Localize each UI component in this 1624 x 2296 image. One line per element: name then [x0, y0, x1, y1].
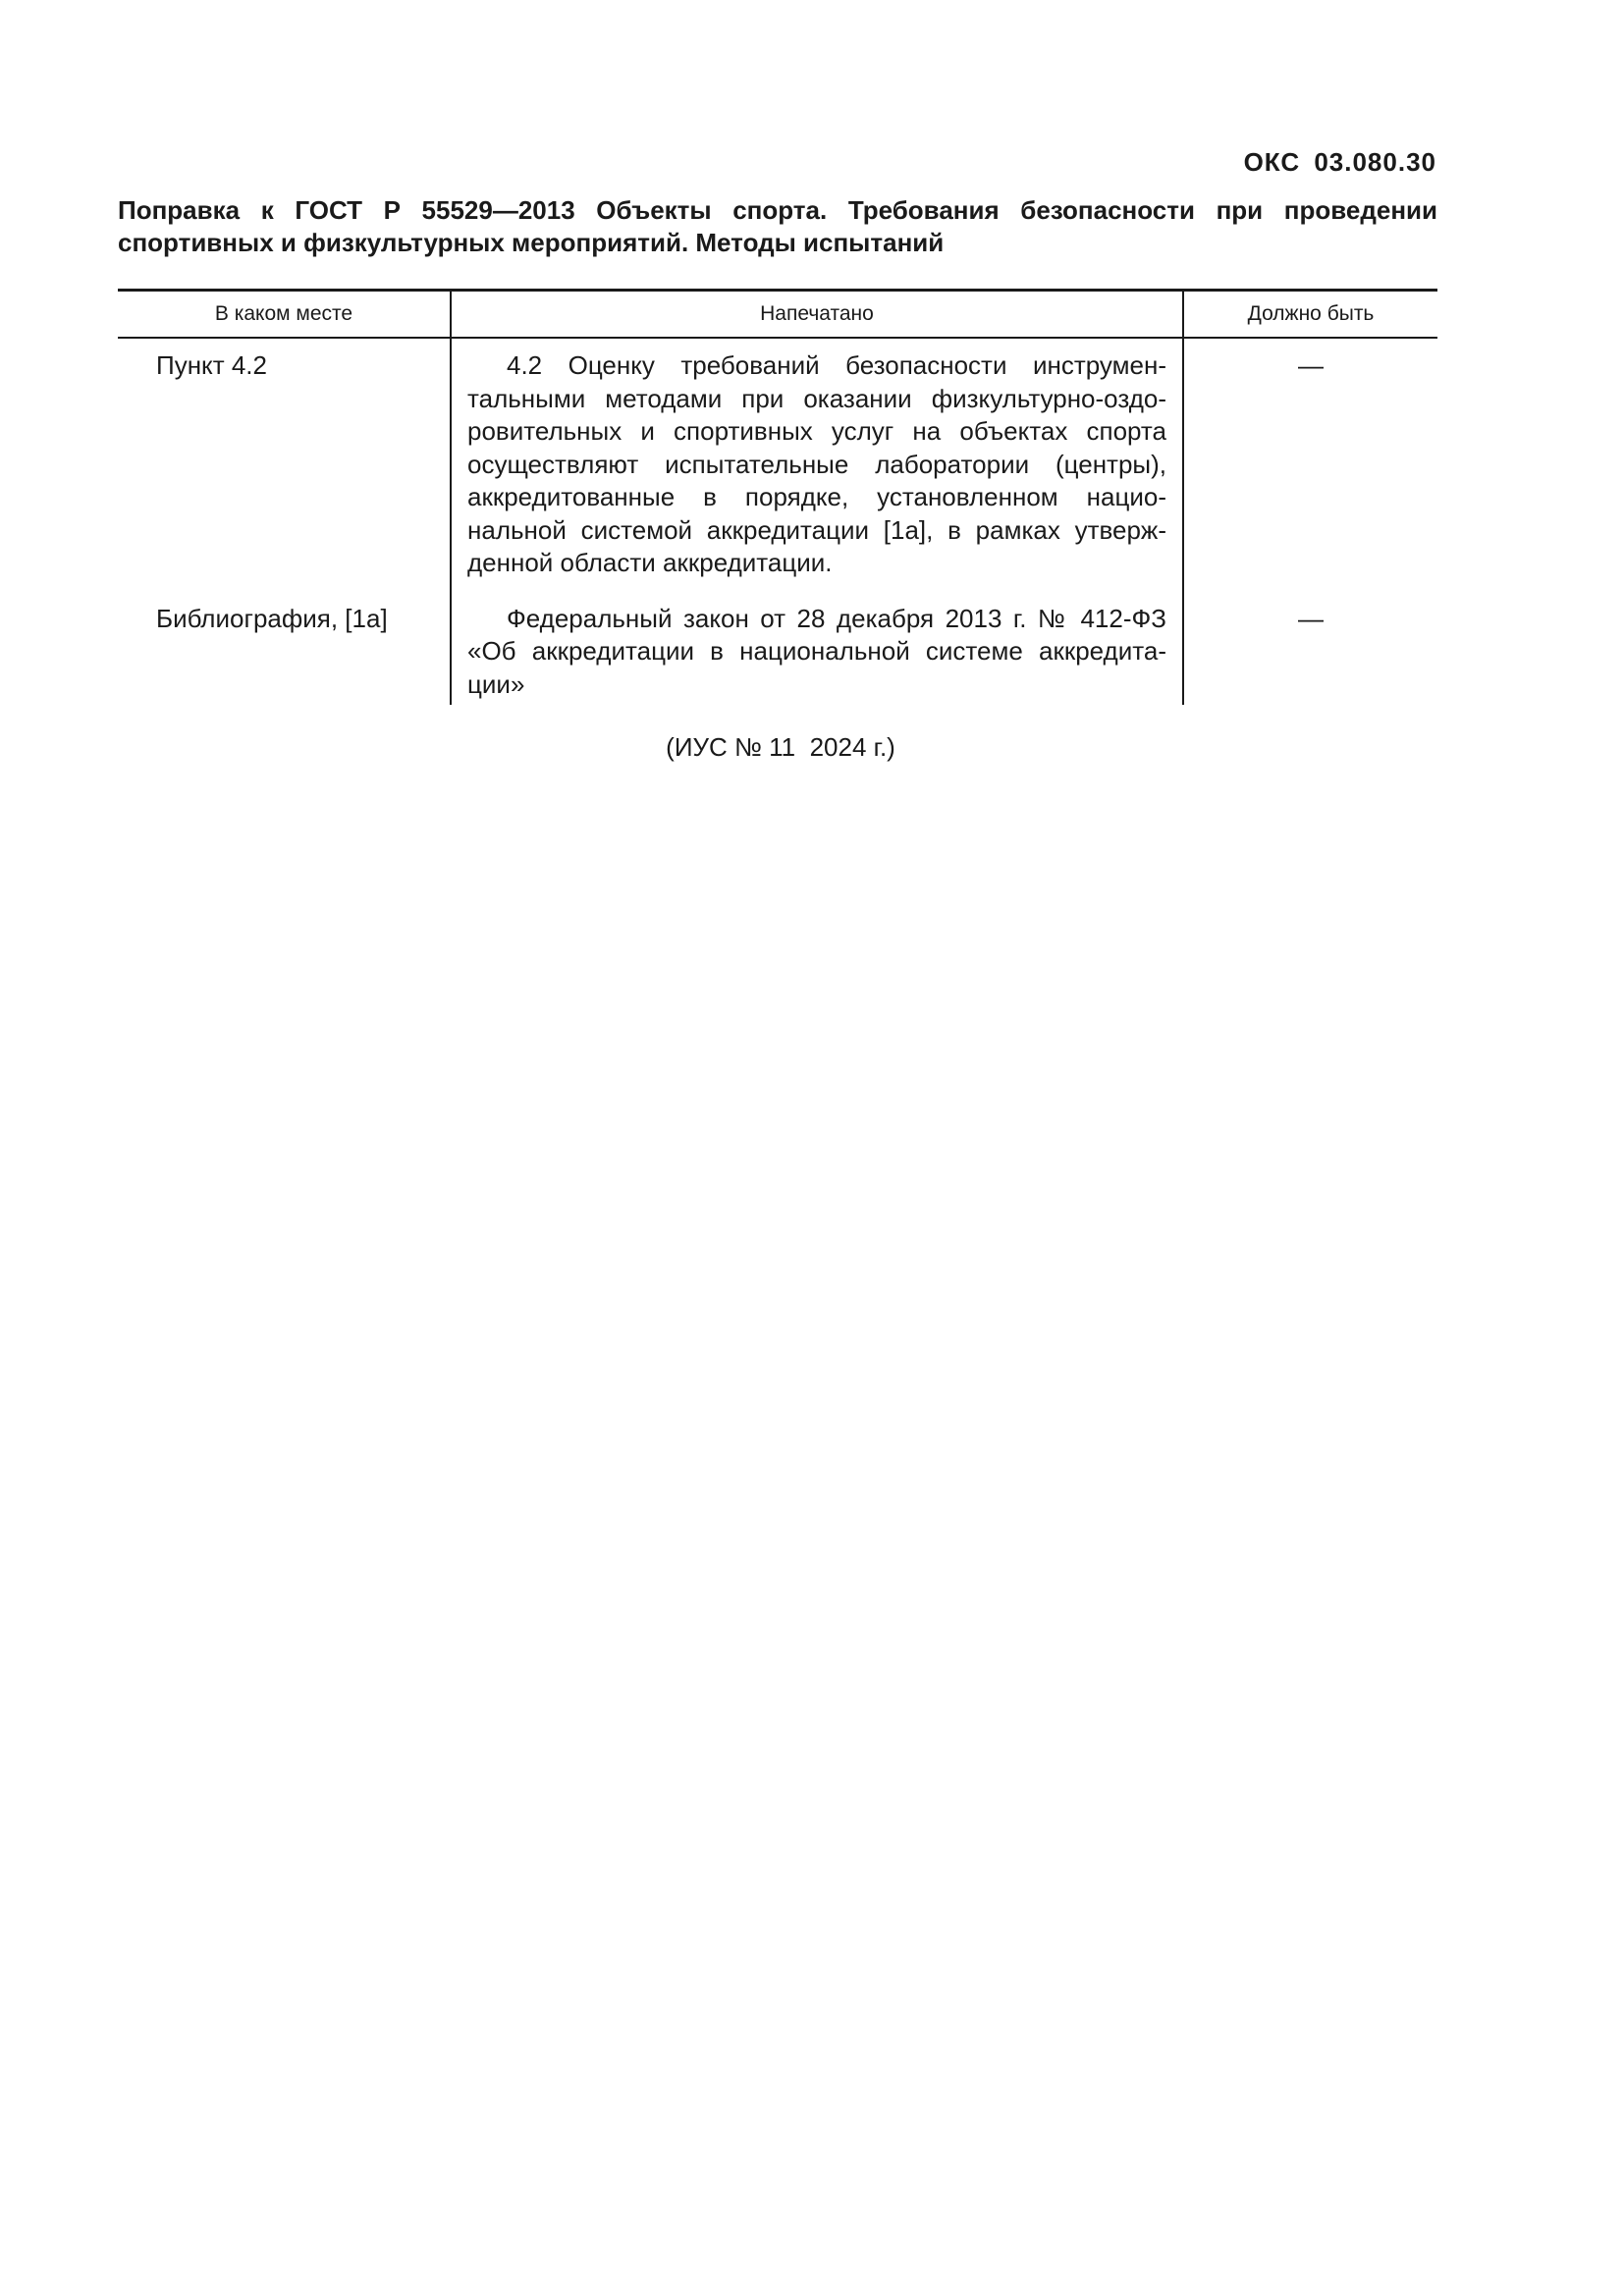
cell-should-be: — [1298, 350, 1324, 380]
document-title: Поправка к ГОСТ Р 55529—2013 Объекты спорта. Требования безопасности при проведении спортивных и физкультурных мероприятий. Методы испытаний [118, 195, 1437, 257]
table-row [118, 592, 1437, 706]
column-header-place: В каком месте [118, 291, 451, 339]
table-header-row [118, 291, 1437, 339]
corrections-table [118, 289, 1437, 705]
cell-place: Пункт 4.2 [156, 350, 267, 380]
column-header-printed: Напечатано [451, 291, 1183, 339]
cell-place: Библиография, [1а] [156, 603, 388, 633]
ius-reference: (ИУС № 11 2024 г.) [666, 732, 895, 762]
cell-should-be: — [1298, 603, 1324, 633]
cell-printed: 4.2 Оценку требований безопасности инструментальными методами при оказании физкультурно-оздоровительных и спортивных услуг на объектах спорта осуществляют испытательные лаборатории (центры), аккредитованные в порядке, установленном национальной системой аккредитации [1а], в рамках утвержденной области аккредитации. [451, 338, 1183, 592]
classification-code: ОКС 03.080.30 [1243, 147, 1436, 177]
column-header-should-be: Должно быть [1183, 291, 1437, 339]
cell-printed: Федеральный закон от 28 декабря 2013 г. № 412-ФЗ «Об аккредитации в национальной системе аккредитации» [451, 592, 1183, 706]
table-row [118, 338, 1437, 592]
